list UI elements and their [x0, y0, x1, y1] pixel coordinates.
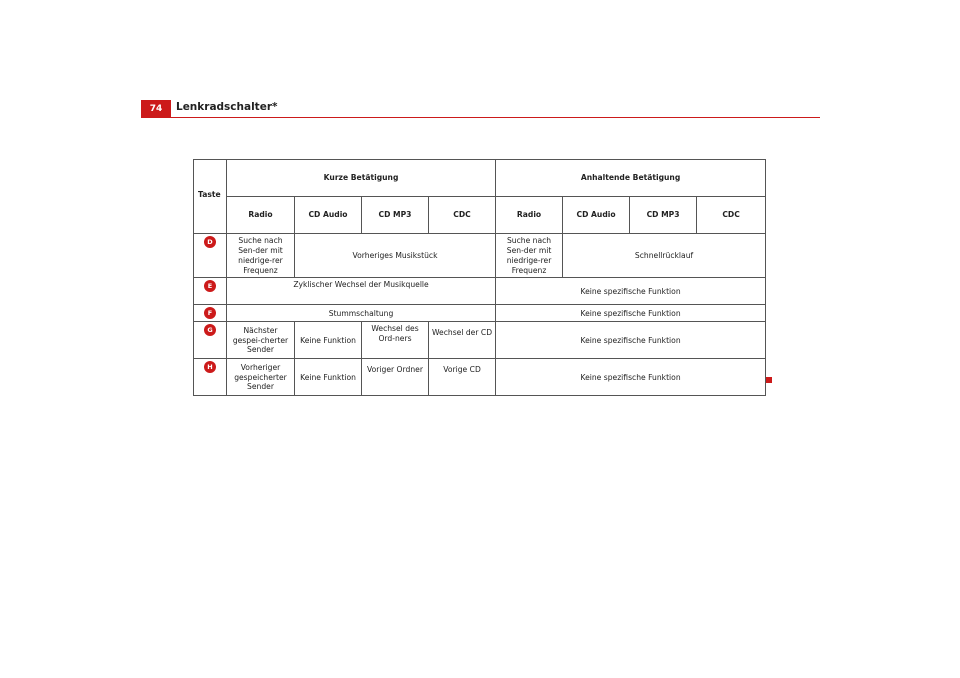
cell-text: Stummschaltung: [227, 305, 496, 322]
long-press-header: Anhaltende Betätigung: [496, 160, 766, 197]
cell-text: Suche nach Sen-der mit niedrige-rer Frequenz: [227, 234, 295, 278]
steering-controls-table: [193, 159, 766, 396]
cell-text: Wechsel des Ord-ners: [362, 322, 429, 359]
col-header-cd-mp3: CD MP3: [362, 197, 429, 234]
cell-text: Nächster gespei-cherter Sender: [227, 322, 295, 359]
key-cell: [194, 234, 227, 278]
key-e-icon: E: [204, 280, 216, 292]
key-h-icon: H: [204, 361, 216, 373]
cell-text: Keine Funktion: [295, 322, 362, 359]
cell-text: Vorheriger gespeicherter Sender: [227, 359, 295, 396]
key-cell: [194, 359, 227, 396]
taste-header: Taste: [194, 160, 227, 234]
col-header-radio: Radio: [227, 197, 295, 234]
col-header-cdc: CDC: [429, 197, 496, 234]
cell-text: Zyklischer Wechsel der Musikquelle: [227, 278, 496, 305]
cell-text: Keine spezifische Funktion: [496, 322, 766, 359]
key-cell: [194, 278, 227, 305]
section-end-marker: [766, 377, 772, 383]
page-title: Lenkradschalter*: [176, 101, 278, 113]
key-d-icon: D: [204, 236, 216, 248]
cell-text: Vorige CD: [429, 359, 496, 396]
cell-text: Wechsel der CD: [429, 322, 496, 359]
cell-text: Keine Funktion: [295, 359, 362, 396]
key-g-icon: G: [204, 324, 216, 336]
cell-text: Keine spezifische Funktion: [496, 278, 766, 305]
cell-text: Keine spezifische Funktion: [496, 359, 766, 396]
key-cell: [194, 305, 227, 322]
short-press-header: Kurze Betätigung: [227, 160, 496, 197]
col-header-cd-audio-long: CD Audio: [563, 197, 630, 234]
col-header-cd-mp3-long: CD MP3: [630, 197, 697, 234]
col-header-cd-audio: CD Audio: [295, 197, 362, 234]
page-number: 74: [141, 100, 171, 117]
cell-text: Voriger Ordner: [362, 359, 429, 396]
cell-text: Keine spezifische Funktion: [496, 305, 766, 322]
table-row: [194, 322, 766, 359]
header-rule: [141, 117, 820, 118]
key-cell: [194, 322, 227, 359]
cell-text: Suche nach Sen-der mit niedrige-rer Frequenz: [496, 234, 563, 278]
table-row: [194, 278, 766, 305]
table-row: [194, 305, 766, 322]
col-header-radio-long: Radio: [496, 197, 563, 234]
table-row: [194, 234, 766, 278]
cell-text: Vorheriges Musikstück: [295, 234, 496, 278]
key-f-icon: F: [204, 307, 216, 319]
cell-text: Schnellrücklauf: [563, 234, 766, 278]
table-row: [194, 359, 766, 396]
col-header-cdc-long: CDC: [697, 197, 766, 234]
